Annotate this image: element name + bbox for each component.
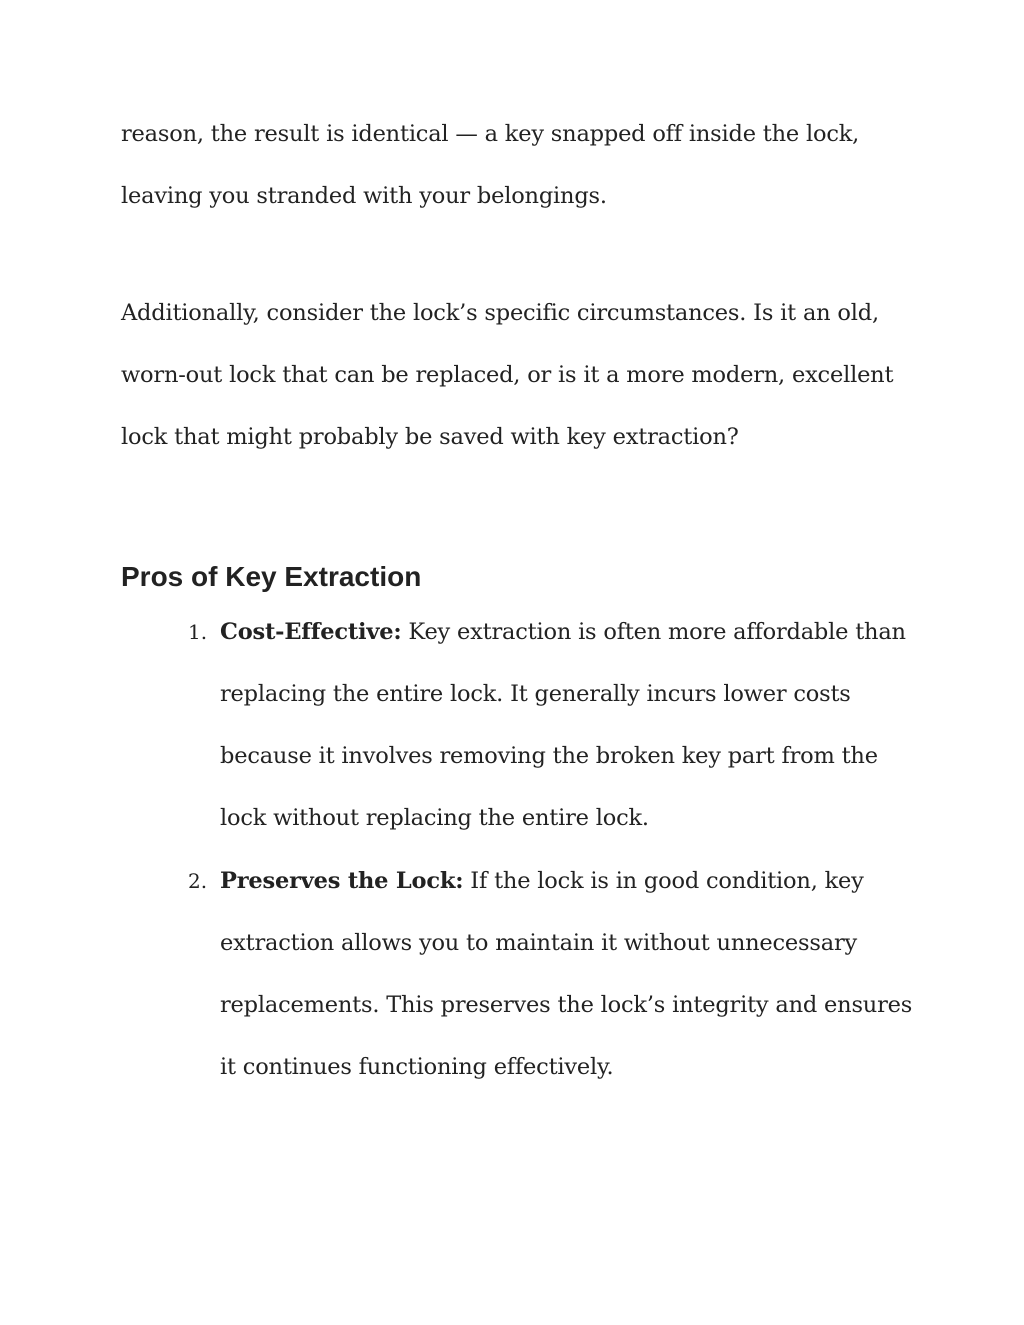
paragraph-2-line-2: worn-out lock that can be replaced, or is it a more modern, excellent: [121, 362, 894, 388]
list-item-2-line-4: it continues functioning effectively.: [220, 1054, 614, 1080]
list-item-2-first-line-text: If the lock is in good condition, key: [463, 868, 864, 894]
paragraph-2-line-3: lock that might probably be saved with key extraction?: [121, 424, 739, 450]
list-item-1-line-4: lock without replacing the entire lock.: [220, 805, 649, 831]
list-item-1-title: Cost-Effective:: [220, 619, 402, 645]
list-item-1-line-3: because it involves removing the broken key part from the: [220, 743, 878, 769]
paragraph-1-line-1: reason, the result is identical — a key snapped off inside the lock,: [121, 121, 860, 147]
list-item-2-title: Preserves the Lock:: [220, 868, 464, 894]
paragraph-2-line-1: Additionally, consider the lock’s specific circumstances. Is it an old,: [121, 300, 879, 326]
list-item-2-line-3: replacements. This preserves the lock’s integrity and ensures: [220, 992, 913, 1018]
list-item-1-first-line-text: Key extraction is often more affordable than: [401, 619, 906, 645]
list-item-2-line-1: [220, 866, 864, 896]
list-item-1-line-1: [220, 617, 906, 647]
list-item-1-number: 1.: [188, 620, 208, 644]
list-item-1-line-2: replacing the entire lock. It generally incurs lower costs: [220, 681, 851, 707]
list-item-2-line-2: extraction allows you to maintain it without unnecessary: [220, 930, 858, 956]
list-item-2-number: 2.: [188, 869, 208, 893]
paragraph-1-line-2: leaving you stranded with your belongings.: [121, 183, 607, 209]
section-heading: Pros of Key Extraction: [121, 561, 422, 592]
